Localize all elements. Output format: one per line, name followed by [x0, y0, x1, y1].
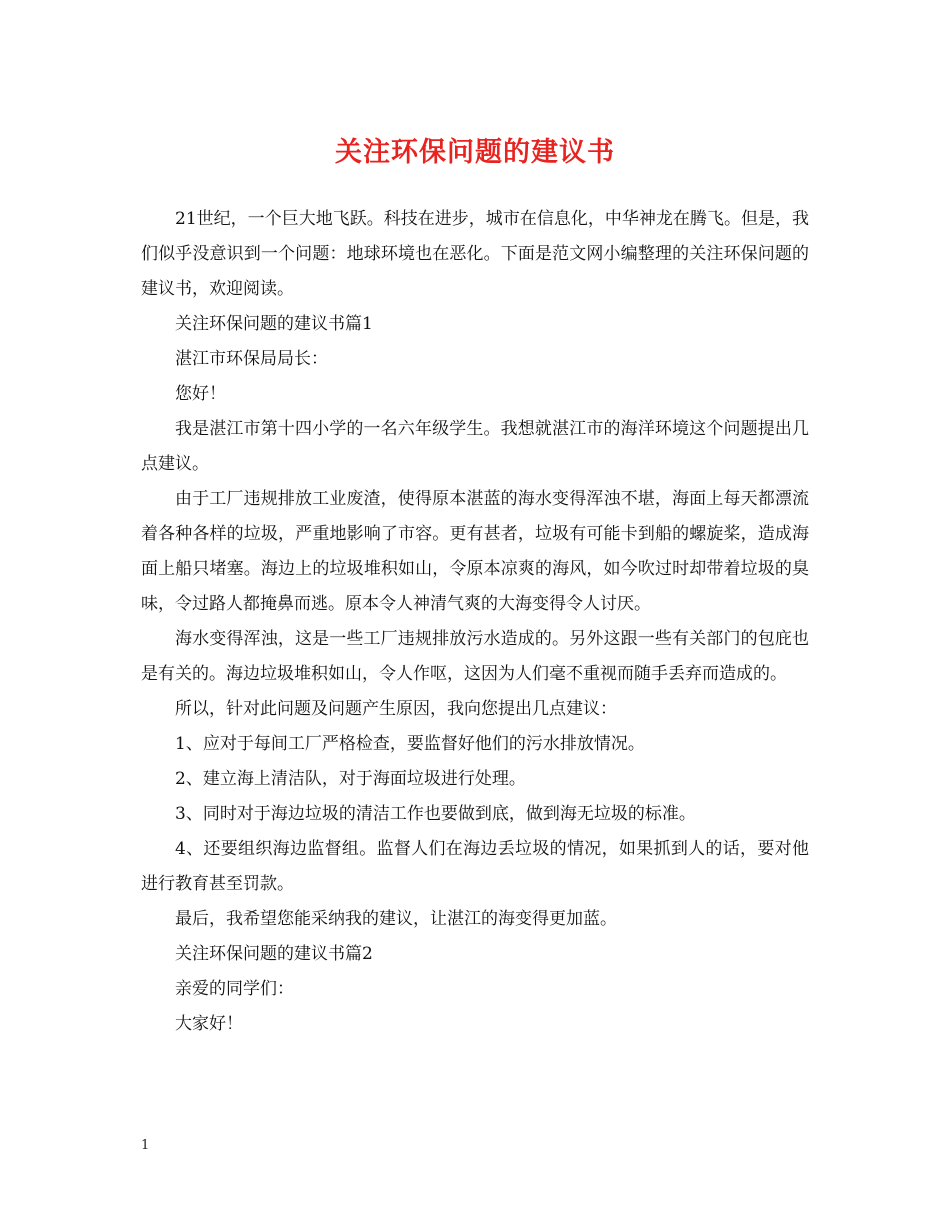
paragraph: 海水变得浑浊，这是一些工厂违规排放污水造成的。另外这跟一些有关部门的包庇也是有关的。海边垃圾堆积如山，令人作呕，这因为人们毫不重视而随手丢弃而造成的。	[141, 629, 809, 684]
greeting-2: 大家好！	[175, 1014, 243, 1034]
salutation-2: 亲爱的同学们：	[175, 979, 294, 999]
paragraph: 我是湛江市第十四小学的一名六年级学生。我想就湛江市的海洋环境这个问题提出几点建议。	[141, 419, 809, 474]
paragraph: 最后，我希望您能采纳我的建议，让湛江的海变得更加蓝。	[175, 909, 617, 929]
paragraph: 所以，针对此问题及问题产生原因，我向您提出几点建议：	[175, 699, 617, 719]
list-item: 2、建立海上清洁队，对于海面垃圾进行处理。	[175, 769, 526, 789]
section-heading-2: 关注环保问题的建议书篇2	[175, 944, 373, 964]
document-body	[141, 202, 809, 1042]
document-title: 关注环保问题的建议书	[335, 137, 615, 168]
salutation-1: 湛江市环保局局长：	[175, 349, 328, 369]
section-heading-1: 关注环保问题的建议书篇1	[175, 314, 373, 334]
page-number: 1	[141, 1138, 150, 1153]
greeting-1: 您好！	[175, 384, 226, 404]
paragraph-intro: 21世纪，一个巨大地飞跃。科技在进步，城市在信息化，中华神龙在腾飞。但是，我们似乎没意识到一个问题：地球环境也在恶化。下面是范文网小编整理的关注环保问题的建议书，欢迎阅读。	[141, 209, 809, 299]
list-item: 4、还要组织海边监督组。监督人们在海边丢垃圾的情况，如果抓到人的话，要对他进行教育甚至罚款。	[141, 839, 809, 894]
list-item: 3、同时对于海边垃圾的清洁工作也要做到底，做到海无垃圾的标准。	[175, 804, 696, 824]
list-item: 1、应对于每间工厂严格检查，要监督好他们的污水排放情况。	[175, 734, 645, 754]
paragraph: 由于工厂违规排放工业废渣，使得原本湛蓝的海水变得浑浊不堪，海面上每天都漂流着各种各样的垃圾，严重地影响了市容。更有甚者，垃圾有可能卡到船的螺旋桨，造成海面上船只堵塞。海边上的垃圾堆积如山，令原本凉爽的海风，如今吹过时却带着垃圾的臭味，令过路人都掩鼻而逃。原本令人神清气爽的大海变得令人讨厌。	[141, 489, 809, 614]
